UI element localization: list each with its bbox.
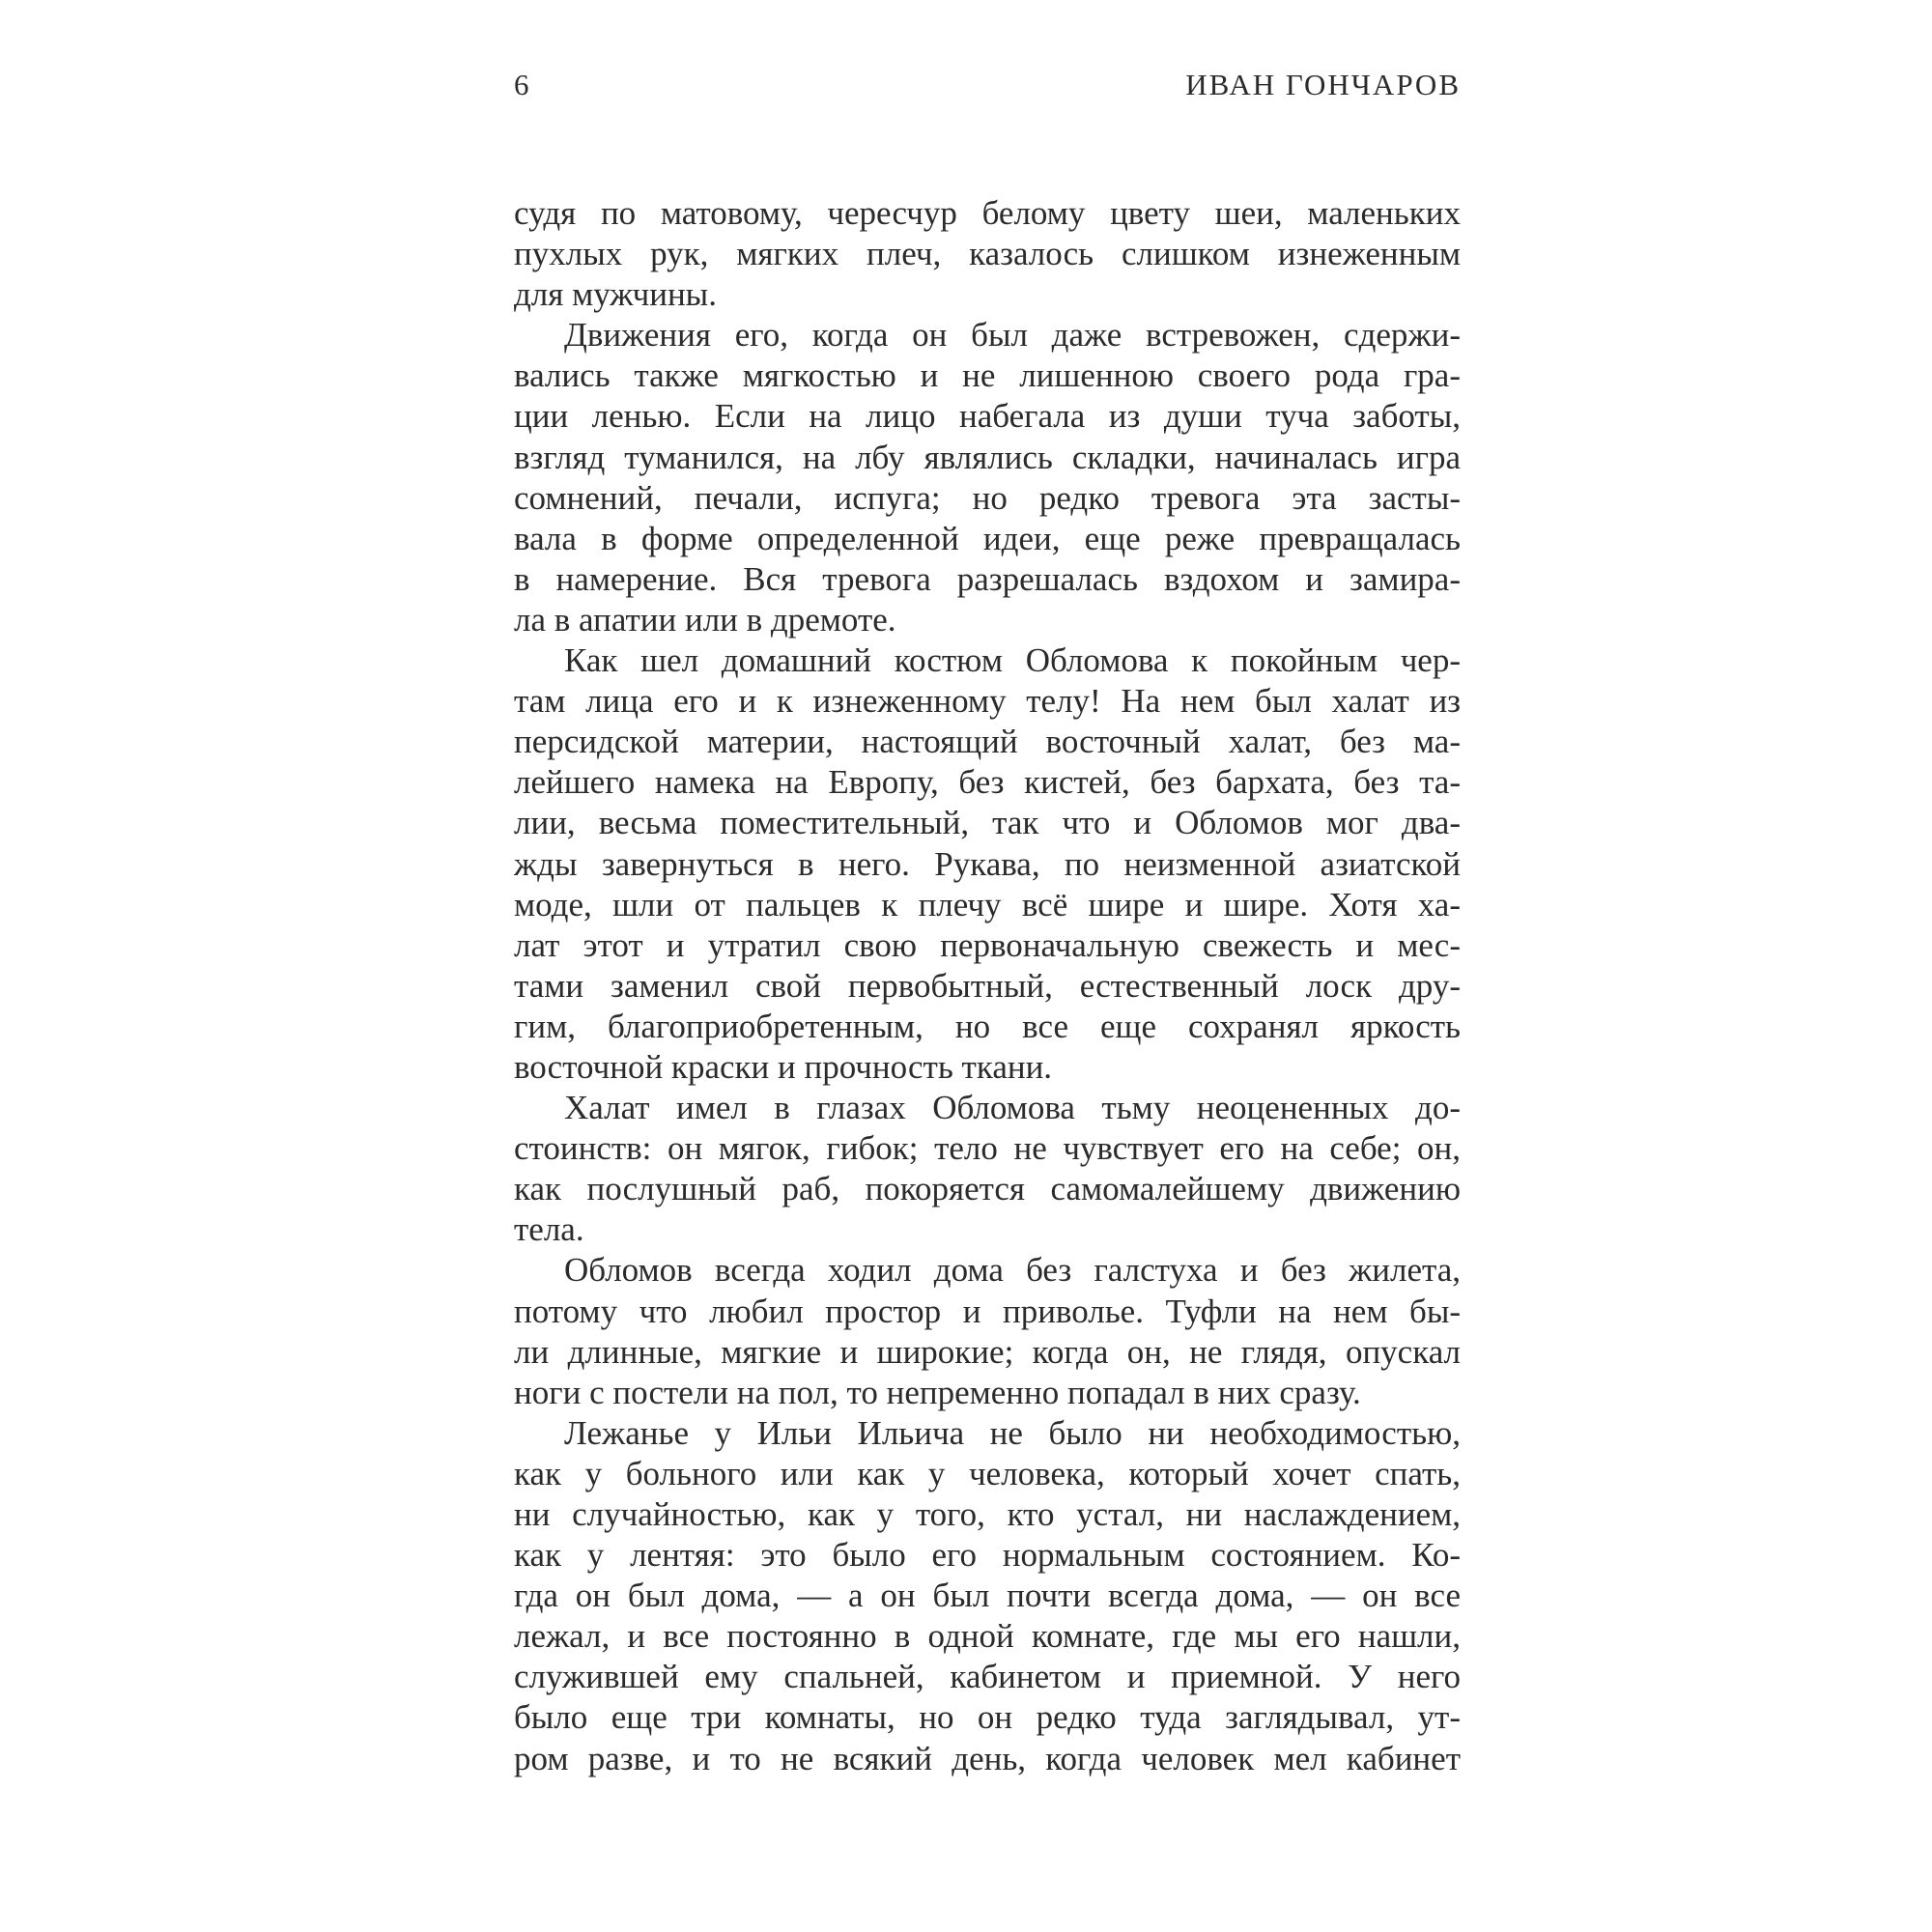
text-line: ции ленью. Если на лицо набегала из души туча заботы, [514, 397, 1461, 436]
text-line: как у больного или как у человека, который хочет спать, [514, 1454, 1461, 1492]
author-name: ИВАН ГОНЧАРОВ [1185, 68, 1461, 101]
text-line: вала в форме определенной идеи, еще реже превращалась [514, 519, 1461, 557]
body-text [514, 193, 1461, 1779]
text-line: персидской материи, настоящий восточный халат, без ма- [514, 723, 1461, 761]
text-line: лейшего намека на Европу, без кистей, без бархата, без та- [514, 763, 1461, 802]
text-line: пухлых рук, мягких плеч, казалось слишком изнеженным [514, 235, 1461, 273]
text-line: Как шел домашний костюм Обломова к покойным чер- [564, 641, 1461, 680]
text-line: Обломов всегда ходил дома без галстуха и без жилета, [564, 1251, 1461, 1290]
paragraph [514, 1088, 1461, 1250]
text-line: Халат имел в глазах Обломова тьму неоцененных до- [564, 1089, 1461, 1127]
text-line: судя по матовому, чересчур белому цвету шеи, маленьких [514, 194, 1461, 232]
paragraph [514, 193, 1461, 315]
text-line: лежал, и все постоянно в одной комнате, где мы его нашли, [514, 1617, 1461, 1656]
text-line: вались также мягкостью и не лишенною своего рода гра- [514, 356, 1461, 395]
text-line: сомнений, печали, испуга; но редко тревога эта засты- [514, 478, 1461, 517]
text-line: было еще три комнаты, но он редко туда заглядывал, ут- [514, 1698, 1461, 1737]
text-line: тела. [514, 1210, 584, 1249]
text-line: ла в апатии или в дремоте. [514, 600, 896, 639]
text-line: взгляд туманился, на лбу являлись складки, начиналась игра [514, 438, 1461, 476]
running-head [514, 68, 1461, 126]
text-line: ли длинные, мягкие и широкие; когда он, не глядя, опускал [514, 1332, 1461, 1371]
text-line: потому что любил простор и приволье. Туфли на нем бы- [514, 1292, 1461, 1330]
text-line: тами заменил свой первобытный, естественный лоск дру- [514, 966, 1461, 1005]
text-line: Движения его, когда он был даже встревожен, сдержи- [564, 316, 1461, 355]
text-line: стоинств: он мягок, гибок; тело не чувствует его на себе; он, [514, 1129, 1461, 1168]
text-line: жды завернуться в него. Рукава, по неизменной азиатской [514, 844, 1461, 883]
text-line: восточной краски и прочность ткани. [514, 1047, 1053, 1086]
book-page [514, 68, 1461, 1779]
text-line: лии, весьма поместительный, так что и Обломов мог два- [514, 804, 1461, 842]
text-line: Лежанье у Ильи Ильича не было ни необходимостью, [564, 1413, 1461, 1452]
text-line: там лица его и к изнеженному телу! На нем был халат из [514, 682, 1461, 721]
text-line: гим, благоприобретенным, но все еще сохранял яркость [514, 1007, 1461, 1045]
paragraph [514, 315, 1461, 640]
paragraph [514, 640, 1461, 1088]
text-line: моде, шли от пальцев к плечу всё шире и шире. Хотя ха- [514, 885, 1461, 923]
text-line: служившей ему спальней, кабинетом и приемной. У него [514, 1658, 1461, 1696]
page-number: 6 [514, 68, 529, 101]
paragraph [514, 1413, 1461, 1779]
paragraph [514, 1250, 1461, 1412]
text-line: в намерение. Вся тревога разрешалась вздохом и замира- [514, 559, 1461, 598]
text-line: как послушный раб, покоряется самомалейшему движению [514, 1170, 1461, 1208]
text-line: лат этот и утратил свою первоначальную свежесть и мес- [514, 925, 1461, 964]
text-line: гда он был дома, — а он был почти всегда дома, — он все [514, 1577, 1461, 1615]
text-line: ни случайностью, как у того, кто устал, ни наслаждением, [514, 1495, 1461, 1533]
text-line: для мужчины. [514, 275, 717, 314]
text-line: ноги с постели на пол, то непременно попадал в них сразу. [514, 1373, 1361, 1411]
text-line: как у лентяя: это было его нормальным состоянием. Ко- [514, 1536, 1461, 1575]
text-line: ром разве, и то не всякий день, когда человек мел кабинет [514, 1739, 1461, 1777]
